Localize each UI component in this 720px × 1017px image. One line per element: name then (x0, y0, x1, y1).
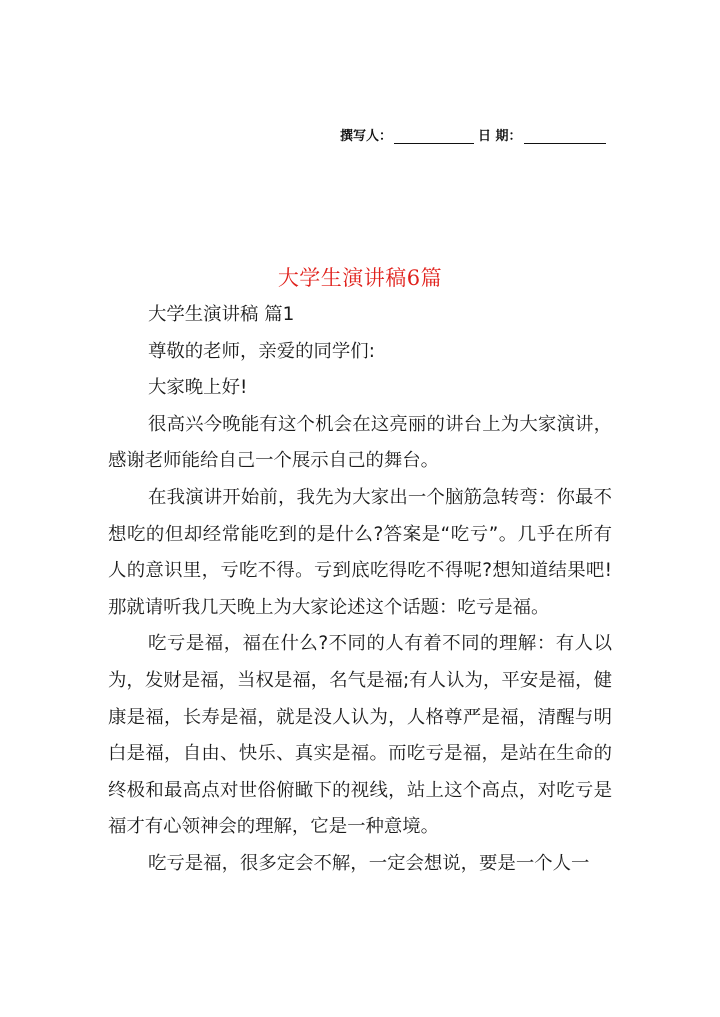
greeting: 大家晚上好! (148, 377, 248, 399)
paragraph: 吃亏是福，福在什么?不同的人有着不同的理解：有人以为，发财是福，当权是福，名气是福;有人认为，平安是福，健康是福，长寿是福，就是没人认为，人格尊严是福，清醒与明白是福，自由、快乐、真实是福。而吃亏是福，是站在生命的终极和最高点对世俗俯瞰下的视线，站上这个高点，对吃亏是福才有心领神会的理解，它是一种意境。 (108, 633, 612, 838)
paragraph: 在我演讲开始前，我先为大家出一个脑筋急转弯：你最不想吃的但却经常能吃到的是什么?答案是“吃亏”。几乎在所有人的意识里，亏吃不得。亏到底吃得吃不得呢?想知道结果吧!那就请听我几天晚上为大家论述这个话题：吃亏是福。 (108, 486, 612, 618)
paragraph: 吃亏是福，很多定会不解，一定会想说，要是一个人一 (148, 852, 590, 874)
section-heading: 大学生演讲稿 篇1 (148, 304, 295, 325)
author-label: 撰写人： (340, 129, 393, 144)
date-blank-line[interactable] (524, 129, 606, 144)
document-title: 大学生演讲稿6篇 (277, 266, 443, 290)
document-body (108, 297, 612, 883)
document-header (340, 125, 612, 144)
paragraph: 很高兴今晚能有这个机会在这亮丽的讲台上为大家演讲，感谢老师能给自己一个展示自己的舞台。 (108, 413, 612, 472)
salutation: 尊敬的老师，亲爱的同学们: (148, 340, 375, 362)
date-label: 日 期： (478, 129, 522, 144)
author-blank-line[interactable] (394, 129, 474, 144)
